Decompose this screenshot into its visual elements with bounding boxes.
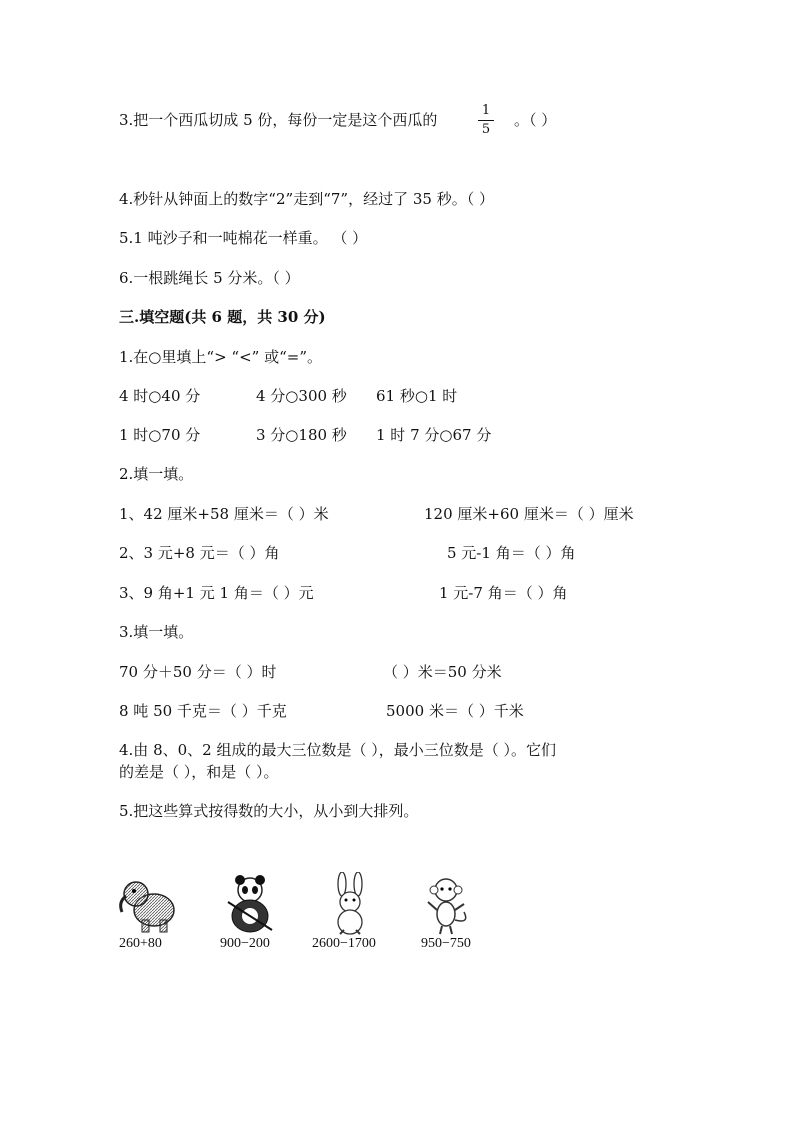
- fill-blank-item: 1、42 厘米+58 厘米＝（ ）米: [119, 505, 329, 523]
- panda-icon: [218, 872, 282, 936]
- expression-panda: 900−200: [220, 936, 270, 951]
- fill-blank-item: 8 吨 50 千克＝（ ）千克: [119, 702, 287, 720]
- judge-q4: 4.秒针从钟面上的数字“2”走到“7”，经过了 35 秒。（ ）: [119, 190, 494, 208]
- judge-q6: 6.一根跳绳长 5 分米。（ ）: [119, 269, 300, 287]
- expression-elephant: 260+80: [119, 936, 162, 951]
- fill-blank-item: （ ）米＝50 分米: [383, 663, 502, 681]
- fill-blank-item: 5 元-1 角＝（ ）角: [447, 544, 576, 562]
- judge-q5: 5.1 吨沙子和一吨棉花一样重。 （ ）: [119, 229, 368, 247]
- expression-rabbit: 2600−1700: [312, 936, 376, 951]
- compare-item: 4 分○300 秒: [256, 387, 347, 405]
- judge-q3-tail: 。（ ）: [514, 111, 557, 129]
- fill-blank-item: 70 分＋50 分＝（ ）时: [119, 663, 277, 681]
- fill-q2: 2.填一填。: [119, 465, 194, 483]
- fill-blank-item: 2、3 元+8 元＝（ ）角: [119, 544, 280, 562]
- fraction-numerator: 1: [481, 103, 491, 118]
- fill-q3: 3.填一填。: [119, 623, 194, 641]
- fill-blank-item: 120 厘米+60 厘米＝（ ）厘米: [424, 505, 634, 523]
- fill-q4-line1: 4.由 8、0、2 组成的最大三位数是（ ），最小三位数是（ ）。它们: [119, 741, 557, 759]
- judge-q3-text: 3.把一个西瓜切成 5 份，每份一定是这个西瓜的: [119, 111, 438, 129]
- fraction-denominator: 5: [481, 122, 491, 137]
- fill-q5: 5.把这些算式按得数的大小，从小到大排列。: [119, 802, 419, 820]
- fill-q1: 1.在○里填上“> “<” 或“=”。: [119, 348, 322, 366]
- section-title-fill: 三.填空题(共 6 题，共 30 分): [119, 308, 326, 326]
- compare-item: 3 分○180 秒: [256, 426, 347, 444]
- elephant-icon: [116, 872, 180, 936]
- judge-q3: [119, 110, 437, 130]
- fraction-bar: [478, 120, 494, 121]
- rabbit-icon: [318, 872, 382, 936]
- compare-item: 1 时 7 分○67 分: [376, 426, 492, 444]
- expression-monkey: 950−750: [421, 936, 471, 951]
- compare-item: 61 秒○1 时: [376, 387, 458, 405]
- fill-q4-line2: 的差是（ ），和是（ ）。: [119, 763, 279, 781]
- fraction-one-fifth: [478, 104, 494, 137]
- fill-blank-item: 1 元-7 角＝（ ）角: [439, 584, 568, 602]
- fill-blank-item: 3、9 角+1 元 1 角＝（ ）元: [119, 584, 314, 602]
- fill-blank-item: 5000 米＝（ ）千米: [386, 702, 524, 720]
- compare-item: 1 时○70 分: [119, 426, 201, 444]
- monkey-icon: [414, 872, 478, 936]
- compare-item: 4 时○40 分: [119, 387, 201, 405]
